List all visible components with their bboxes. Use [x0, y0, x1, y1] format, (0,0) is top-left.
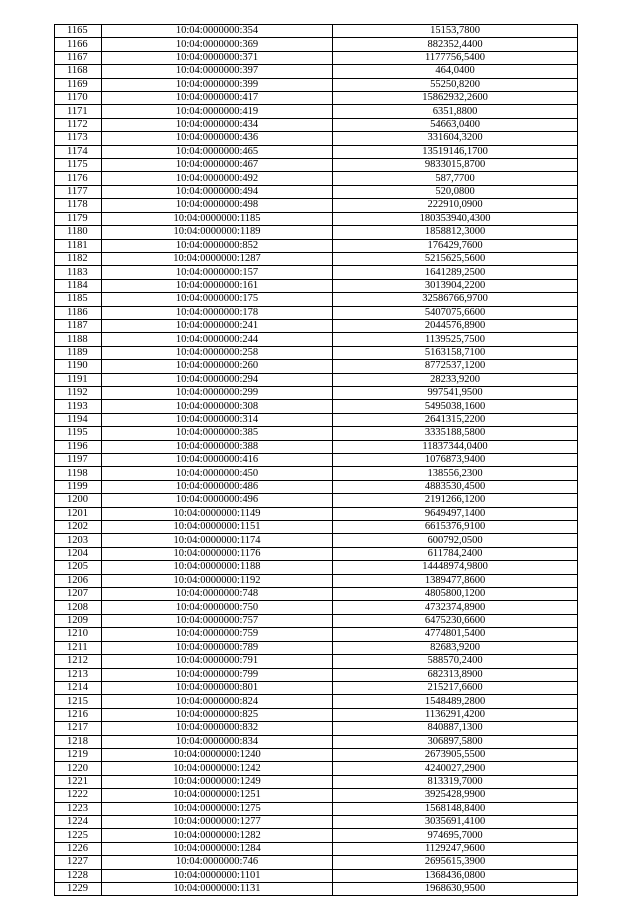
row-number-cell: 1225 — [55, 829, 102, 842]
row-number-cell: 1227 — [55, 856, 102, 869]
table-row — [55, 38, 578, 51]
row-number-cell: 1172 — [55, 118, 102, 131]
value-cell: 54663,0400 — [333, 118, 578, 131]
cadastral-number-cell: 10:04:0000000:1242 — [102, 762, 333, 775]
cadastral-number-cell: 10:04:0000000:388 — [102, 440, 333, 453]
value-cell: 5407075,6600 — [333, 306, 578, 319]
table-row — [55, 185, 578, 198]
value-cell: 1139525,7500 — [333, 333, 578, 346]
value-cell: 15862932,2600 — [333, 92, 578, 105]
cadastral-number-cell: 10:04:0000000:750 — [102, 601, 333, 614]
row-number-cell: 1180 — [55, 226, 102, 239]
value-cell: 55250,8200 — [333, 78, 578, 91]
value-cell: 4732374,8900 — [333, 601, 578, 614]
row-number-cell: 1219 — [55, 748, 102, 761]
value-cell: 2695615,3900 — [333, 856, 578, 869]
row-number-cell: 1218 — [55, 735, 102, 748]
value-cell: 5215625,5600 — [333, 252, 578, 265]
cadastral-number-cell: 10:04:0000000:1240 — [102, 748, 333, 761]
table-row — [55, 400, 578, 413]
value-cell: 611784,2400 — [333, 547, 578, 560]
table-row — [55, 708, 578, 721]
value-cell: 180353940,4300 — [333, 212, 578, 225]
row-number-cell: 1222 — [55, 789, 102, 802]
table-row — [55, 319, 578, 332]
row-number-cell: 1210 — [55, 628, 102, 641]
row-number-cell: 1207 — [55, 588, 102, 601]
value-cell: 9833015,8700 — [333, 159, 578, 172]
table-row — [55, 226, 578, 239]
row-number-cell: 1185 — [55, 293, 102, 306]
cadastral-number-cell: 10:04:0000000:434 — [102, 118, 333, 131]
table-row — [55, 655, 578, 668]
cadastral-number-cell: 10:04:0000000:419 — [102, 105, 333, 118]
value-cell: 11837344,0400 — [333, 440, 578, 453]
table-row — [55, 681, 578, 694]
cadastral-number-cell: 10:04:0000000:385 — [102, 427, 333, 440]
table-row — [55, 440, 578, 453]
table-row — [55, 306, 578, 319]
table-row — [55, 239, 578, 252]
value-cell: 1641289,2500 — [333, 266, 578, 279]
row-number-cell: 1192 — [55, 386, 102, 399]
cadastral-number-cell: 10:04:0000000:799 — [102, 668, 333, 681]
table-row — [55, 145, 578, 158]
row-number-cell: 1189 — [55, 346, 102, 359]
value-cell: 1858812,3000 — [333, 226, 578, 239]
row-number-cell: 1220 — [55, 762, 102, 775]
value-cell: 682313,8900 — [333, 668, 578, 681]
cadastral-number-cell: 10:04:0000000:1176 — [102, 547, 333, 560]
row-number-cell: 1187 — [55, 319, 102, 332]
value-cell: 6615376,9100 — [333, 521, 578, 534]
value-cell: 9649497,1400 — [333, 507, 578, 520]
cadastral-number-cell: 10:04:0000000:436 — [102, 132, 333, 145]
value-cell: 4774801,5400 — [333, 628, 578, 641]
table-row — [55, 601, 578, 614]
row-number-cell: 1204 — [55, 547, 102, 560]
cadastral-number-cell: 10:04:0000000:496 — [102, 494, 333, 507]
cadastral-number-cell: 10:04:0000000:371 — [102, 51, 333, 64]
row-number-cell: 1208 — [55, 601, 102, 614]
cadastral-number-cell: 10:04:0000000:175 — [102, 293, 333, 306]
table-row — [55, 92, 578, 105]
table-row — [55, 748, 578, 761]
cadastral-number-cell: 10:04:0000000:801 — [102, 681, 333, 694]
table-row — [55, 413, 578, 426]
table-row — [55, 722, 578, 735]
cadastral-number-cell: 10:04:0000000:465 — [102, 145, 333, 158]
cadastral-number-cell: 10:04:0000000:791 — [102, 655, 333, 668]
table-row — [55, 695, 578, 708]
value-cell: 2673905,5500 — [333, 748, 578, 761]
table-row — [55, 614, 578, 627]
cadastral-number-cell: 10:04:0000000:498 — [102, 199, 333, 212]
table-row — [55, 507, 578, 520]
table-row — [55, 51, 578, 64]
row-number-cell: 1216 — [55, 708, 102, 721]
value-cell: 176429,7600 — [333, 239, 578, 252]
row-number-cell: 1178 — [55, 199, 102, 212]
value-cell: 6351,8800 — [333, 105, 578, 118]
cadastral-number-cell: 10:04:0000000:354 — [102, 25, 333, 38]
table-body — [55, 25, 578, 896]
table-row — [55, 172, 578, 185]
cadastral-number-cell: 10:04:0000000:178 — [102, 306, 333, 319]
cadastral-number-cell: 10:04:0000000:299 — [102, 386, 333, 399]
cadastral-number-cell: 10:04:0000000:494 — [102, 185, 333, 198]
value-cell: 4240027,2900 — [333, 762, 578, 775]
cadastral-number-cell: 10:04:0000000:1251 — [102, 789, 333, 802]
table-row — [55, 454, 578, 467]
row-number-cell: 1175 — [55, 159, 102, 172]
value-cell: 28233,9200 — [333, 373, 578, 386]
cadastral-number-cell: 10:04:0000000:1277 — [102, 815, 333, 828]
row-number-cell: 1188 — [55, 333, 102, 346]
row-number-cell: 1186 — [55, 306, 102, 319]
table-row — [55, 842, 578, 855]
row-number-cell: 1166 — [55, 38, 102, 51]
table-row — [55, 628, 578, 641]
cadastral-number-cell: 10:04:0000000:308 — [102, 400, 333, 413]
row-number-cell: 1224 — [55, 815, 102, 828]
row-number-cell: 1212 — [55, 655, 102, 668]
value-cell: 5495038,1600 — [333, 400, 578, 413]
cadastral-number-cell: 10:04:0000000:852 — [102, 239, 333, 252]
cadastral-number-cell: 10:04:0000000:241 — [102, 319, 333, 332]
cadastral-number-cell: 10:04:0000000:294 — [102, 373, 333, 386]
table-row — [55, 78, 578, 91]
table-row — [55, 735, 578, 748]
cadastral-number-cell: 10:04:0000000:834 — [102, 735, 333, 748]
cadastral-number-cell: 10:04:0000000:258 — [102, 346, 333, 359]
cadastral-number-cell: 10:04:0000000:397 — [102, 65, 333, 78]
cadastral-number-cell: 10:04:0000000:450 — [102, 467, 333, 480]
table-row — [55, 132, 578, 145]
row-number-cell: 1200 — [55, 494, 102, 507]
cadastral-number-cell: 10:04:0000000:161 — [102, 279, 333, 292]
row-number-cell: 1223 — [55, 802, 102, 815]
cadastral-number-cell: 10:04:0000000:314 — [102, 413, 333, 426]
value-cell: 600792,0500 — [333, 534, 578, 547]
table-row — [55, 373, 578, 386]
table-row — [55, 333, 578, 346]
cadastral-number-cell: 10:04:0000000:1287 — [102, 252, 333, 265]
row-number-cell: 1167 — [55, 51, 102, 64]
value-cell: 1076873,9400 — [333, 454, 578, 467]
cadastral-number-cell: 10:04:0000000:1185 — [102, 212, 333, 225]
row-number-cell: 1191 — [55, 373, 102, 386]
cadastral-number-cell: 10:04:0000000:244 — [102, 333, 333, 346]
cadastral-number-cell: 10:04:0000000:824 — [102, 695, 333, 708]
value-cell: 138556,2300 — [333, 467, 578, 480]
cadastral-number-cell: 10:04:0000000:789 — [102, 641, 333, 654]
row-number-cell: 1193 — [55, 400, 102, 413]
table-row — [55, 293, 578, 306]
row-number-cell: 1217 — [55, 722, 102, 735]
table-row — [55, 467, 578, 480]
row-number-cell: 1226 — [55, 842, 102, 855]
table-row — [55, 775, 578, 788]
table-row — [55, 159, 578, 172]
value-cell: 997541,9500 — [333, 386, 578, 399]
table-row — [55, 883, 578, 896]
value-cell: 1968630,9500 — [333, 883, 578, 896]
value-cell: 588570,2400 — [333, 655, 578, 668]
row-number-cell: 1165 — [55, 25, 102, 38]
table-row — [55, 856, 578, 869]
row-number-cell: 1198 — [55, 467, 102, 480]
value-cell: 520,0800 — [333, 185, 578, 198]
row-number-cell: 1211 — [55, 641, 102, 654]
value-cell: 3925428,9900 — [333, 789, 578, 802]
table-row — [55, 561, 578, 574]
table-row — [55, 547, 578, 560]
row-number-cell: 1229 — [55, 883, 102, 896]
value-cell: 813319,7000 — [333, 775, 578, 788]
table-row — [55, 534, 578, 547]
table-row — [55, 869, 578, 882]
row-number-cell: 1203 — [55, 534, 102, 547]
row-number-cell: 1206 — [55, 574, 102, 587]
cadastral-number-cell: 10:04:0000000:1131 — [102, 883, 333, 896]
row-number-cell: 1184 — [55, 279, 102, 292]
cadastral-number-cell: 10:04:0000000:759 — [102, 628, 333, 641]
value-cell: 1548489,2800 — [333, 695, 578, 708]
cadastral-number-cell: 10:04:0000000:757 — [102, 614, 333, 627]
row-number-cell: 1196 — [55, 440, 102, 453]
value-cell: 2641315,2200 — [333, 413, 578, 426]
table-row — [55, 802, 578, 815]
table-row — [55, 641, 578, 654]
value-cell: 1129247,9600 — [333, 842, 578, 855]
row-number-cell: 1169 — [55, 78, 102, 91]
value-cell: 882352,4400 — [333, 38, 578, 51]
cadastral-number-cell: 10:04:0000000:1275 — [102, 802, 333, 815]
cadastral-number-cell: 10:04:0000000:1249 — [102, 775, 333, 788]
cadastral-number-cell: 10:04:0000000:492 — [102, 172, 333, 185]
value-cell: 3035691,4100 — [333, 815, 578, 828]
row-number-cell: 1199 — [55, 480, 102, 493]
cadastral-number-cell: 10:04:0000000:1192 — [102, 574, 333, 587]
table-row — [55, 252, 578, 265]
value-cell: 3013904,2200 — [333, 279, 578, 292]
value-cell: 464,0400 — [333, 65, 578, 78]
table-row — [55, 199, 578, 212]
table-row — [55, 574, 578, 587]
value-cell: 4805800,1200 — [333, 588, 578, 601]
row-number-cell: 1171 — [55, 105, 102, 118]
cadastral-number-cell: 10:04:0000000:1151 — [102, 521, 333, 534]
row-number-cell: 1176 — [55, 172, 102, 185]
table-row — [55, 829, 578, 842]
cadastral-number-cell: 10:04:0000000:825 — [102, 708, 333, 721]
value-cell: 1177756,5400 — [333, 51, 578, 64]
data-table — [54, 24, 578, 896]
table-row — [55, 762, 578, 775]
value-cell: 15153,7800 — [333, 25, 578, 38]
table-row — [55, 346, 578, 359]
table-row — [55, 789, 578, 802]
row-number-cell: 1183 — [55, 266, 102, 279]
row-number-cell: 1197 — [55, 454, 102, 467]
value-cell: 2191266,1200 — [333, 494, 578, 507]
row-number-cell: 1190 — [55, 360, 102, 373]
cadastral-number-cell: 10:04:0000000:1188 — [102, 561, 333, 574]
table-row — [55, 521, 578, 534]
table-row — [55, 668, 578, 681]
cadastral-number-cell: 10:04:0000000:748 — [102, 588, 333, 601]
cadastral-number-cell: 10:04:0000000:467 — [102, 159, 333, 172]
row-number-cell: 1213 — [55, 668, 102, 681]
value-cell: 974695,7000 — [333, 829, 578, 842]
row-number-cell: 1221 — [55, 775, 102, 788]
value-cell: 13519146,1700 — [333, 145, 578, 158]
row-number-cell: 1194 — [55, 413, 102, 426]
row-number-cell: 1170 — [55, 92, 102, 105]
cadastral-number-cell: 10:04:0000000:417 — [102, 92, 333, 105]
table-row — [55, 494, 578, 507]
value-cell: 1568148,8400 — [333, 802, 578, 815]
row-number-cell: 1173 — [55, 132, 102, 145]
table-row — [55, 118, 578, 131]
table-row — [55, 65, 578, 78]
value-cell: 6475230,6600 — [333, 614, 578, 627]
value-cell: 331604,3200 — [333, 132, 578, 145]
value-cell: 1136291,4200 — [333, 708, 578, 721]
value-cell: 1389477,8600 — [333, 574, 578, 587]
row-number-cell: 1228 — [55, 869, 102, 882]
value-cell: 222910,0900 — [333, 199, 578, 212]
cadastral-number-cell: 10:04:0000000:1149 — [102, 507, 333, 520]
cadastral-number-cell: 10:04:0000000:1282 — [102, 829, 333, 842]
row-number-cell: 1201 — [55, 507, 102, 520]
value-cell: 14448974,9800 — [333, 561, 578, 574]
table-row — [55, 279, 578, 292]
value-cell: 2044576,8900 — [333, 319, 578, 332]
table-row — [55, 588, 578, 601]
row-number-cell: 1177 — [55, 185, 102, 198]
cadastral-number-cell: 10:04:0000000:1101 — [102, 869, 333, 882]
cadastral-number-cell: 10:04:0000000:1284 — [102, 842, 333, 855]
table-row — [55, 105, 578, 118]
cadastral-number-cell: 10:04:0000000:260 — [102, 360, 333, 373]
row-number-cell: 1182 — [55, 252, 102, 265]
table-row — [55, 386, 578, 399]
table-row — [55, 427, 578, 440]
row-number-cell: 1202 — [55, 521, 102, 534]
table-row — [55, 212, 578, 225]
value-cell: 32586766,9700 — [333, 293, 578, 306]
row-number-cell: 1205 — [55, 561, 102, 574]
row-number-cell: 1209 — [55, 614, 102, 627]
value-cell: 8772537,1200 — [333, 360, 578, 373]
table-row — [55, 266, 578, 279]
cadastral-number-cell: 10:04:0000000:832 — [102, 722, 333, 735]
row-number-cell: 1168 — [55, 65, 102, 78]
row-number-cell: 1179 — [55, 212, 102, 225]
table-row — [55, 360, 578, 373]
cadastral-number-cell: 10:04:0000000:416 — [102, 454, 333, 467]
row-number-cell: 1174 — [55, 145, 102, 158]
row-number-cell: 1195 — [55, 427, 102, 440]
value-cell: 5163158,7100 — [333, 346, 578, 359]
value-cell: 215217,6600 — [333, 681, 578, 694]
cadastral-number-cell: 10:04:0000000:1189 — [102, 226, 333, 239]
cadastral-number-cell: 10:04:0000000:746 — [102, 856, 333, 869]
value-cell: 82683,9200 — [333, 641, 578, 654]
cadastral-number-cell: 10:04:0000000:157 — [102, 266, 333, 279]
document-page — [54, 24, 577, 896]
table-row — [55, 815, 578, 828]
value-cell: 4883530,4500 — [333, 480, 578, 493]
cadastral-number-cell: 10:04:0000000:399 — [102, 78, 333, 91]
value-cell: 840887,1300 — [333, 722, 578, 735]
row-number-cell: 1181 — [55, 239, 102, 252]
value-cell: 3335188,5800 — [333, 427, 578, 440]
value-cell: 306897,5800 — [333, 735, 578, 748]
value-cell: 1368436,0800 — [333, 869, 578, 882]
table-row — [55, 25, 578, 38]
cadastral-number-cell: 10:04:0000000:369 — [102, 38, 333, 51]
table-row — [55, 480, 578, 493]
cadastral-number-cell: 10:04:0000000:486 — [102, 480, 333, 493]
row-number-cell: 1215 — [55, 695, 102, 708]
cadastral-number-cell: 10:04:0000000:1174 — [102, 534, 333, 547]
row-number-cell: 1214 — [55, 681, 102, 694]
value-cell: 587,7700 — [333, 172, 578, 185]
